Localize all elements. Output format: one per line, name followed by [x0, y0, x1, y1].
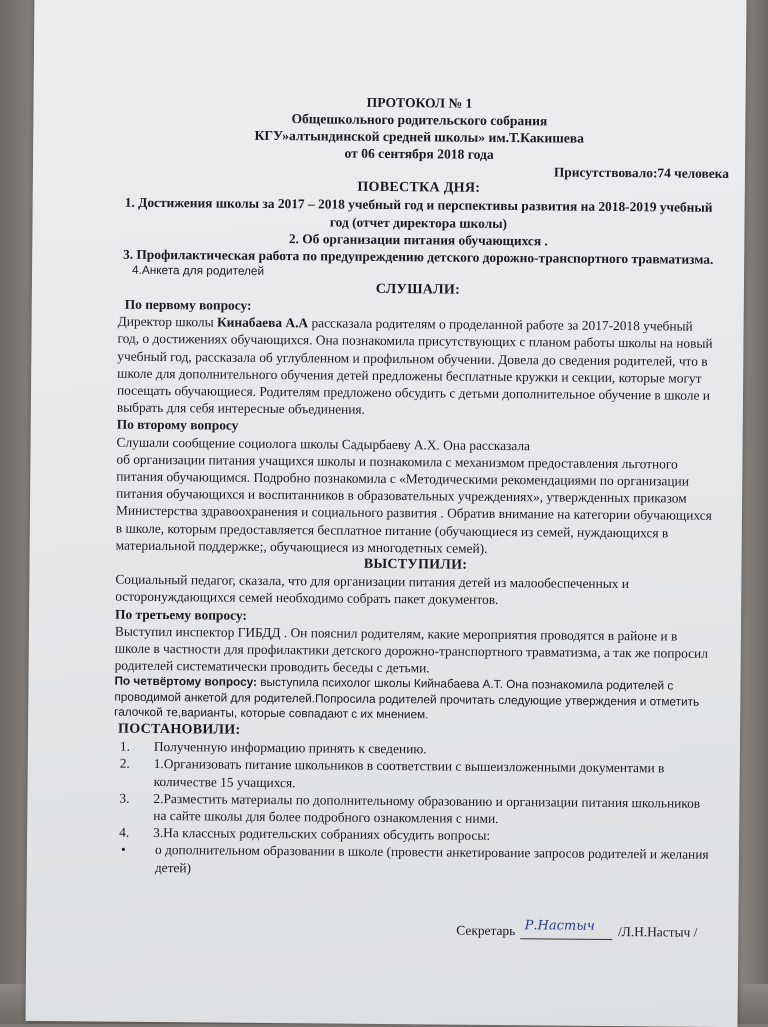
- q1-director-name: Кинабаева А.А: [216, 314, 309, 331]
- q1-prefix: Директор школы: [117, 313, 218, 330]
- resolution-text: 3.На классных родительских собраниях обсудить вопросы:: [153, 825, 491, 844]
- spoke-heading: ВЫСТУПИЛИ:: [363, 556, 468, 573]
- q2-line-1: Слушали сообщение социолога школы Садырбаеву А.Х. Она рассказала: [116, 434, 531, 453]
- bullet-icon: •: [120, 842, 126, 858]
- paper-page: [26, 0, 747, 1027]
- resolved-heading: ПОСТАНОВИЛИ:: [118, 721, 241, 738]
- q2-paragraph: об организации питания учащихся школы и познакомила с механизмом предоставления льготного питания обучающимся. Подробно познакомила с «Методическими рекомендациями по организации питания обучающихся и воспитанников в образовательных учреждениях», утвержденных приказом Министерства здравоохранения и социального развития . Обратив внимание на категории обучающихся в школе, которым предоставляется бесплатное питание (обучающиеся из семей, нуждающихся в материальной поддержке;, обучающиеся из многодетных семей).: [115, 451, 712, 556]
- doc-subtitle-2: КГУ»алтындинской средней школы» им.Т.Какишева: [254, 127, 584, 146]
- resolution-text: 1.Организовать питание школьников в соответствии с вышеизложенными документами в количестве 15 учащихся.: [153, 756, 665, 790]
- resolution-item: [113, 789, 713, 829]
- q4-paragraph: [114, 674, 714, 726]
- agenda-item-3: 3. Профилактическая работа по предупреждению детского дорожно-транспортного травматизма.: [122, 246, 714, 267]
- q1-paragraph: [117, 313, 718, 421]
- heard-heading: СЛУШАЛИ:: [375, 281, 461, 298]
- resolution-number: 3.: [119, 790, 130, 806]
- secretary-signature-block: [456, 918, 698, 941]
- handwritten-signature: Р.Настыч: [524, 918, 595, 934]
- resolution-text: Полученную информацию принять к сведению.: [153, 739, 427, 757]
- secretary-name: /Л.Н.Настыч /: [617, 924, 698, 940]
- resolution-number: 4.: [119, 824, 130, 840]
- resolution-text: 2.Разместить материалы по дополнительному образованию и организации питания школьников на сайте школы для более подробного ознакомления с ними.: [153, 790, 701, 826]
- doc-date: от 06 сентября 2018 года: [344, 145, 494, 162]
- bullet-text: о дополнительном образовании в школе (провести анкетирование запросов родителей и желания детей): [154, 842, 709, 875]
- agenda-item-4: 4.Анкета для родителей: [132, 262, 265, 279]
- resolution-number: 1.: [119, 738, 131, 754]
- document-body: [113, 92, 730, 881]
- resolution-item: [114, 755, 714, 795]
- agenda-heading: ПОВЕСТКА ДНЯ:: [357, 179, 481, 197]
- signature-line: [521, 918, 613, 940]
- q2-label: По второму вопросу: [116, 416, 239, 434]
- doc-title: ПРОТОКОЛ № 1: [366, 94, 473, 111]
- q3-paragraph: Выступил инспектор ГИБДД . Он пояснил родителям, какие мероприятия проводятся в районе и в школе в частности для профилактики детского дорожно-транспортного травматизма, а так же попросил родителей систематически проводить беседы с детьми.: [114, 623, 709, 676]
- resolution-number: 2.: [119, 755, 130, 772]
- q1-label: По первому вопросу:: [124, 296, 252, 313]
- secretary-label: Секретарь: [456, 922, 516, 939]
- q4-text: выступила психолог школы Кийнабаева А.Т. Она познакомила родителей с проводимой анкетой для родителей.Попросила родителей прочитать следующие утверждения и отметить галочкой те,варианты, которые совпадают с их мнением.: [114, 675, 700, 722]
- doc-subtitle-1: Общешкольного родительского собрания: [291, 111, 548, 129]
- q3-label: По третьему вопросу:: [115, 606, 247, 623]
- bullet-item: [113, 841, 713, 881]
- attendance: Присутствовало:74 человека: [553, 164, 730, 181]
- agenda-item-2: 2. Об организации питания обучающихся .: [288, 230, 548, 249]
- agenda-item-1: 1. Достижения школы за 2017 – 2018 учебный год и перспективы развития на 2018-2019 учебный год (отчет директора школы): [124, 195, 713, 231]
- q1-text: рассказала родителям о проделанной работе за 2017-2018 учебный год, о достижениях обучающихся. Она познакомила присутствующих с планом работы школы на новый учебный год, рассказала об углубленном и профильном обучении. Довела до сведения родителей, что в школе для дополнительного обучения детей предложены бесплатные кружки и секции, которые могут посещать обучающиеся. Родителям предложено обсудить с детьми дополнительное обучение в школе и выбрать для себя интересные объединения.: [116, 315, 713, 417]
- spoke-paragraph: Социальный педагог, сказала, что для организации питания детей из малообеспеченных и осторонуждающихся семей необходимо собрать пакет документов.: [115, 571, 630, 608]
- q4-label: По четвёртому вопросу:: [114, 674, 258, 690]
